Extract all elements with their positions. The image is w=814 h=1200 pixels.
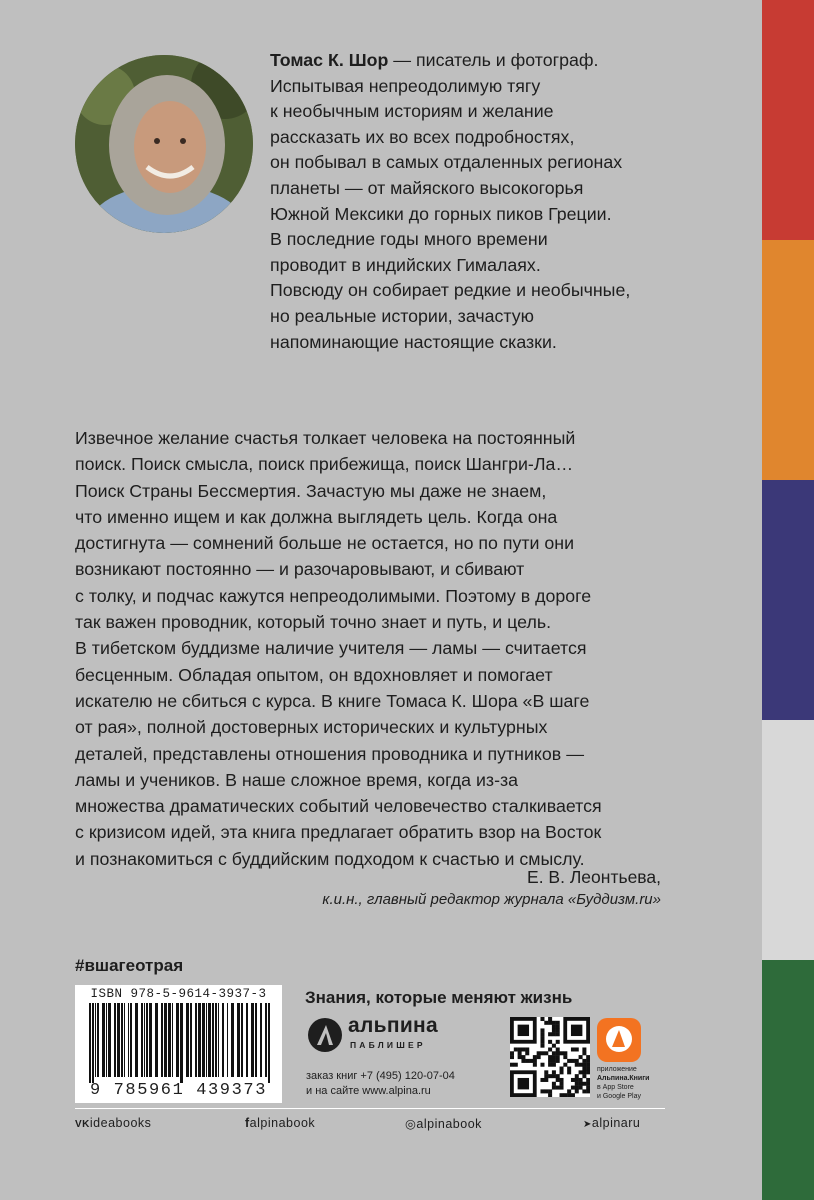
signature-title: к.и.н., главный редактор журнала «Буддизм.ru»: [322, 891, 661, 908]
app-line: в App Store: [597, 1084, 634, 1091]
publisher-slogan: Знания, которые меняют жизнь: [305, 988, 573, 1007]
bio-line: проводит в индийских Гималаях.: [270, 254, 541, 275]
alpina-app-icon: [597, 1018, 641, 1062]
instagram-icon: ◎: [405, 1117, 417, 1131]
order-phone: заказ книг +7 (495) 120-07-04: [306, 1070, 455, 1082]
app-line: и Google Play: [597, 1093, 641, 1100]
stripe-purple: [762, 480, 814, 720]
bio-line: напоминающие настоящие сказки.: [270, 331, 557, 352]
isbn-label: ISBN 978-5-9614-3937-3: [90, 987, 267, 1001]
author-bio: [270, 48, 670, 355]
stripe-white: [762, 720, 814, 960]
blurb-line: с толку, и подчас кажутся непреодолимыми. Поэтому в дороге: [75, 585, 592, 606]
blurb-line: множества драматических событий человечество сталкивается: [75, 796, 602, 817]
book-blurb: [75, 425, 675, 872]
social-vk[interactable]: [75, 1116, 151, 1130]
app-info: [597, 1065, 649, 1101]
alpina-logo-icon: [307, 1017, 343, 1053]
vk-icon: VK: [75, 1119, 90, 1130]
publisher-name: альпина: [348, 1014, 438, 1037]
qr-code-icon[interactable]: [510, 1017, 590, 1097]
stripe-orange: [762, 240, 814, 480]
bio-line: он побывал в самых отдаленных регионах: [270, 152, 623, 173]
hashtag: #вшагеотрая: [75, 956, 184, 975]
social-facebook[interactable]: [245, 1116, 315, 1130]
blurb-line: В тибетском буддизме наличие учителя — ламы — считается: [75, 638, 587, 659]
footer-divider: [75, 1108, 665, 1109]
blurb-line: поиск. Поиск смысла, поиск прибежища, поиск Шангри-Ла…: [75, 454, 574, 475]
bio-line: Повсюду он собирает редкие и необычные,: [270, 280, 631, 301]
author-portrait-icon: [75, 55, 253, 233]
blurb-line: что именно ищем и как должна выглядеть цель. Когда она: [75, 506, 558, 527]
blurb-line: бесценным. Обладая опытом, он вдохновляет и помогает: [75, 664, 553, 685]
social-handle: alpinabook: [416, 1117, 482, 1131]
isbn-digits: 9 785961 439373: [89, 1081, 268, 1100]
app-line: приложение: [597, 1066, 637, 1073]
blurb-line: деталей, представлены отношения проводника и путников —: [75, 743, 584, 764]
blurb-line: Извечное желание счастья толкает человека на постоянный: [75, 428, 576, 448]
bio-line: В последние годы много времени: [270, 229, 548, 250]
blurb-line: искателю не сбиться с курса. В книге Томаса К. Шора «В шаге: [75, 690, 590, 711]
blurb-line: от рая», полной достоверных исторических и культурных: [75, 717, 548, 738]
bio-line: Томас К. Шор — писатель и фотограф.: [270, 50, 599, 70]
app-icon[interactable]: [597, 1018, 641, 1062]
signature-name: Е. В. Леонтьева,: [527, 867, 661, 887]
bio-line: но реальные истории, зачастую: [270, 305, 534, 326]
stripe-red: [762, 0, 814, 240]
blurb-line: и познакомиться с буддийским подходом к счастью и смыслу.: [75, 848, 585, 869]
facebook-icon: f: [245, 1116, 250, 1130]
author-name: Томас К. Шор: [270, 50, 389, 70]
publisher-subname: ПАБЛИШЕР: [350, 1040, 426, 1050]
app-name: Альпина.Книги: [597, 1075, 650, 1082]
blurb-line: Поиск Страны Бессмертия. Зачастую мы даже не знаем,: [75, 480, 547, 501]
social-telegram[interactable]: [583, 1116, 640, 1130]
bio-line: к необычным историям и желание: [270, 101, 554, 122]
bio-line: рассказать их во всех подробностях,: [270, 126, 575, 147]
bio-line: Испытывая непреодолимую тягу: [270, 75, 541, 96]
social-handle: alpinaru: [591, 1116, 641, 1130]
order-site[interactable]: и на сайте www.alpina.ru: [306, 1085, 431, 1097]
author-photo: [75, 55, 253, 233]
bio-line: планеты — от майяского высокогорья: [270, 177, 584, 198]
social-handle: alpinabook: [249, 1116, 316, 1130]
telegram-icon: ➤: [583, 1119, 592, 1130]
blurb-line: с кризисом идей, эта книга предлагает обратить взор на Восток: [75, 822, 602, 843]
blurb-line: так важен проводник, который точно знает и путь, и цель.: [75, 612, 552, 633]
social-instagram[interactable]: [405, 1116, 482, 1131]
stripe-green: [762, 960, 814, 1200]
blurb-line: ламы и учеников. В наше сложное время, когда из-за: [75, 769, 519, 790]
blurb-line: достигнута — сомнений больше не остается, но по пути они: [75, 533, 575, 554]
social-handle: ideabooks: [89, 1116, 152, 1130]
bio-line: Южной Мексики до горных пиков Греции.: [270, 203, 612, 224]
isbn-barcode: [75, 985, 282, 1103]
order-info: [306, 1069, 455, 1099]
blurb-line: возникают постоянно — и разочаровывают, и сбивают: [75, 559, 525, 580]
